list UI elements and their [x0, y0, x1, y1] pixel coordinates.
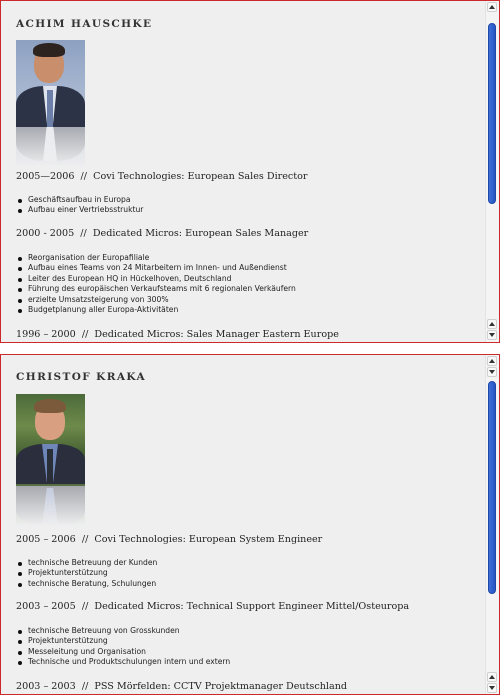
- profile-panel-achim: [0, 0, 500, 343]
- job-tasks-list: [16, 558, 157, 589]
- scroll-thumb[interactable]: [488, 381, 496, 594]
- job-tasks-list: [16, 626, 230, 668]
- triangle-up-icon: [489, 4, 495, 10]
- triangle-up-icon: [489, 321, 495, 327]
- job-heading: 2003 – 2003 // PSS Mörfelden: CCTV Projektmanager Deutschland: [16, 681, 348, 692]
- list-item: Budgetplanung aller Europa-Aktivitäten: [16, 305, 296, 315]
- profile-photo: [16, 40, 85, 167]
- list-item: technische Betreuung der Kunden: [16, 558, 157, 568]
- profile-photo: [16, 394, 85, 526]
- list-item: Messeleitung und Organisation: [16, 647, 230, 657]
- triangle-down-icon: [489, 332, 495, 338]
- list-item: Aufbau einer Vertriebsstruktur: [16, 205, 143, 215]
- triangle-up-icon: [489, 358, 495, 364]
- list-item: technische Betreuung von Grosskunden: [16, 626, 230, 636]
- list-item: technische Beratung, Schulungen: [16, 579, 157, 589]
- profile-panel-christof: [0, 354, 500, 695]
- job-heading: 2000 - 2005 // Dedicated Micros: European Sales Manager: [16, 228, 309, 239]
- job-heading: 2005 – 2006 // Covi Technologies: European System Engineer: [16, 534, 323, 545]
- scroll-down-button[interactable]: [487, 683, 497, 693]
- profile-name: ACHIM HAUSCHKE: [16, 18, 153, 30]
- list-item: Aufbau eines Teams von 24 Mitarbeitern im Innen- und Außendienst: [16, 263, 296, 273]
- scroll-down-button[interactable]: [487, 367, 497, 377]
- profile-name: CHRISTOF KRAKA: [16, 371, 147, 383]
- job-tasks-list: [16, 253, 296, 315]
- job-heading: 2003 – 2005 // Dedicated Micros: Technical Support Engineer Mittel/Osteuropa: [16, 601, 410, 612]
- profile-content: [1, 1, 486, 342]
- vertical-scrollbar[interactable]: [485, 355, 499, 694]
- list-item: Führung des europäischen Verkaufsteams mit 6 regionalen Verkäufern: [16, 284, 296, 294]
- list-item: Leiter des European HQ in Hückelhoven, Deutschland: [16, 274, 296, 284]
- job-heading: 1996 – 2000 // Dedicated Micros: Sales Manager Eastern Europe: [16, 329, 339, 340]
- scroll-up-button[interactable]: [487, 319, 497, 329]
- list-item: Projektunterstützung: [16, 568, 157, 578]
- job-heading: 2005—2006 // Covi Technologies: European Sales Director: [16, 171, 308, 182]
- vertical-scrollbar[interactable]: [485, 1, 499, 342]
- triangle-down-icon: [489, 369, 495, 375]
- triangle-down-icon: [489, 685, 495, 691]
- list-item: Technische und Produktschulungen intern und extern: [16, 657, 230, 667]
- list-item: Geschäftsaufbau in Europa: [16, 195, 143, 205]
- scroll-down-button[interactable]: [487, 330, 497, 340]
- profile-content: [1, 355, 486, 694]
- list-item: Projektunterstützung: [16, 636, 230, 646]
- list-item: erzielte Umsatzsteigerung von 300%: [16, 295, 296, 305]
- list-item: Reorganisation der Europafiliale: [16, 253, 296, 263]
- triangle-up-icon: [489, 674, 495, 680]
- job-tasks-list: [16, 195, 143, 216]
- scroll-up-button[interactable]: [487, 2, 497, 12]
- scroll-up-button[interactable]: [487, 356, 497, 366]
- scroll-thumb[interactable]: [488, 23, 496, 204]
- scroll-up-button[interactable]: [487, 672, 497, 682]
